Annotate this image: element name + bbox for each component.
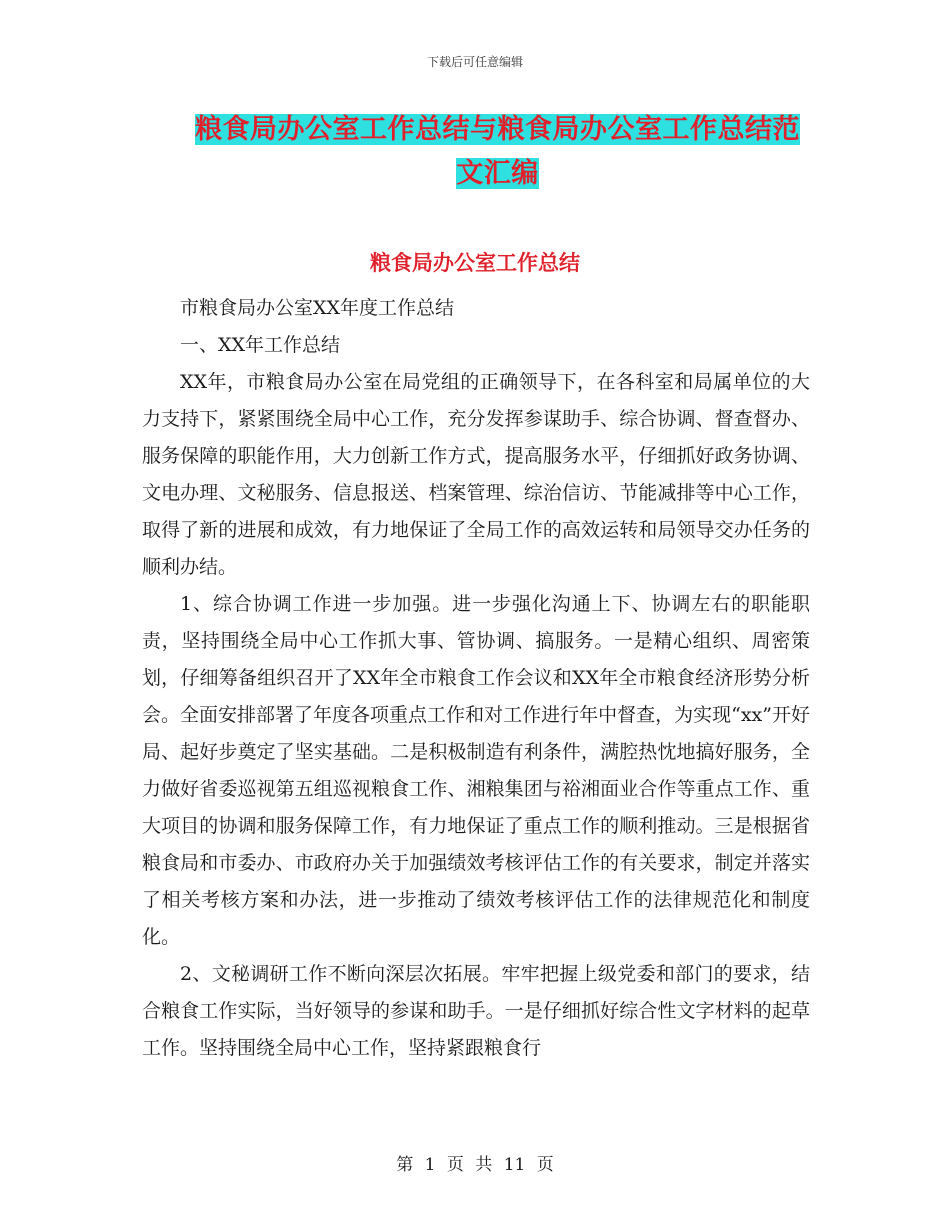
header-note: 下载后可任意编辑 [426, 55, 523, 69]
paragraph: 市粮食局办公室XX年度工作总结 [180, 297, 455, 319]
body-text [142, 290, 810, 1067]
paragraph: 1、综合协调工作进一步加强。进一步强化沟通上下、协调左右的职能职责，坚持围绕全局中心工作抓大事、管协调、搞服务。一是精心组织、周密策划，仔细筹备组织召开了XX年全市粮食工作会议和XX年全市粮食经济形势分析会。全面安排部署了年度各项重点工作和对工作进行年中督查，为实现“xx”开好局、起好步奠定了坚实基础。二是积极制造有利条件，满腔热忱地搞好服务，全力做好省委巡视第五组巡视粮食工作、湘粮集团与裕湘面业合作等重点工作、重大项目的协调和服务保障工作，有力地保证了重点工作的顺利推动。三是根据省粮食局和市委办、市政府办关于加强绩效考核评估工作的有关要求，制定并落实了相关考核方案和办法，进一步推动了绩效考核评估工作的法律规范化和制度化。 [142, 593, 810, 948]
paragraph: 2、文秘调研工作不断向深层次拓展。牢牢把握上级党委和部门的要求，结合粮食工作实际，当好领导的参谋和助手。一是仔细抓好综合性文字材料的起草工作。坚持围绕全局中心工作，坚持紧跟粮食行 [142, 963, 810, 1059]
document-title [190, 108, 805, 196]
paragraph: 一、XX年工作总结 [180, 334, 341, 356]
document-title-text: 粮食局办公室工作总结与粮食局办公室工作总结范文汇编 [195, 114, 800, 189]
section-title: 粮食局办公室工作总结 [370, 251, 580, 275]
page-number-footer: 第 1 页 共 11 页 [396, 1155, 554, 1175]
paragraph: XX年，市粮食局办公室在局党组的正确领导下，在各科室和局属单位的大力支持下，紧紧围绕全局中心工作，充分发挥参谋助手、综合协调、督查督办、服务保障的职能作用，大力创新工作方式，提高服务水平，仔细抓好政务协调、文电办理、文秘服务、信息报送、档案管理、综治信访、节能减排等中心工作，取得了新的进展和成效，有力地保证了全局工作的高效运转和局领导交办任务的顺利办结。 [142, 371, 810, 578]
